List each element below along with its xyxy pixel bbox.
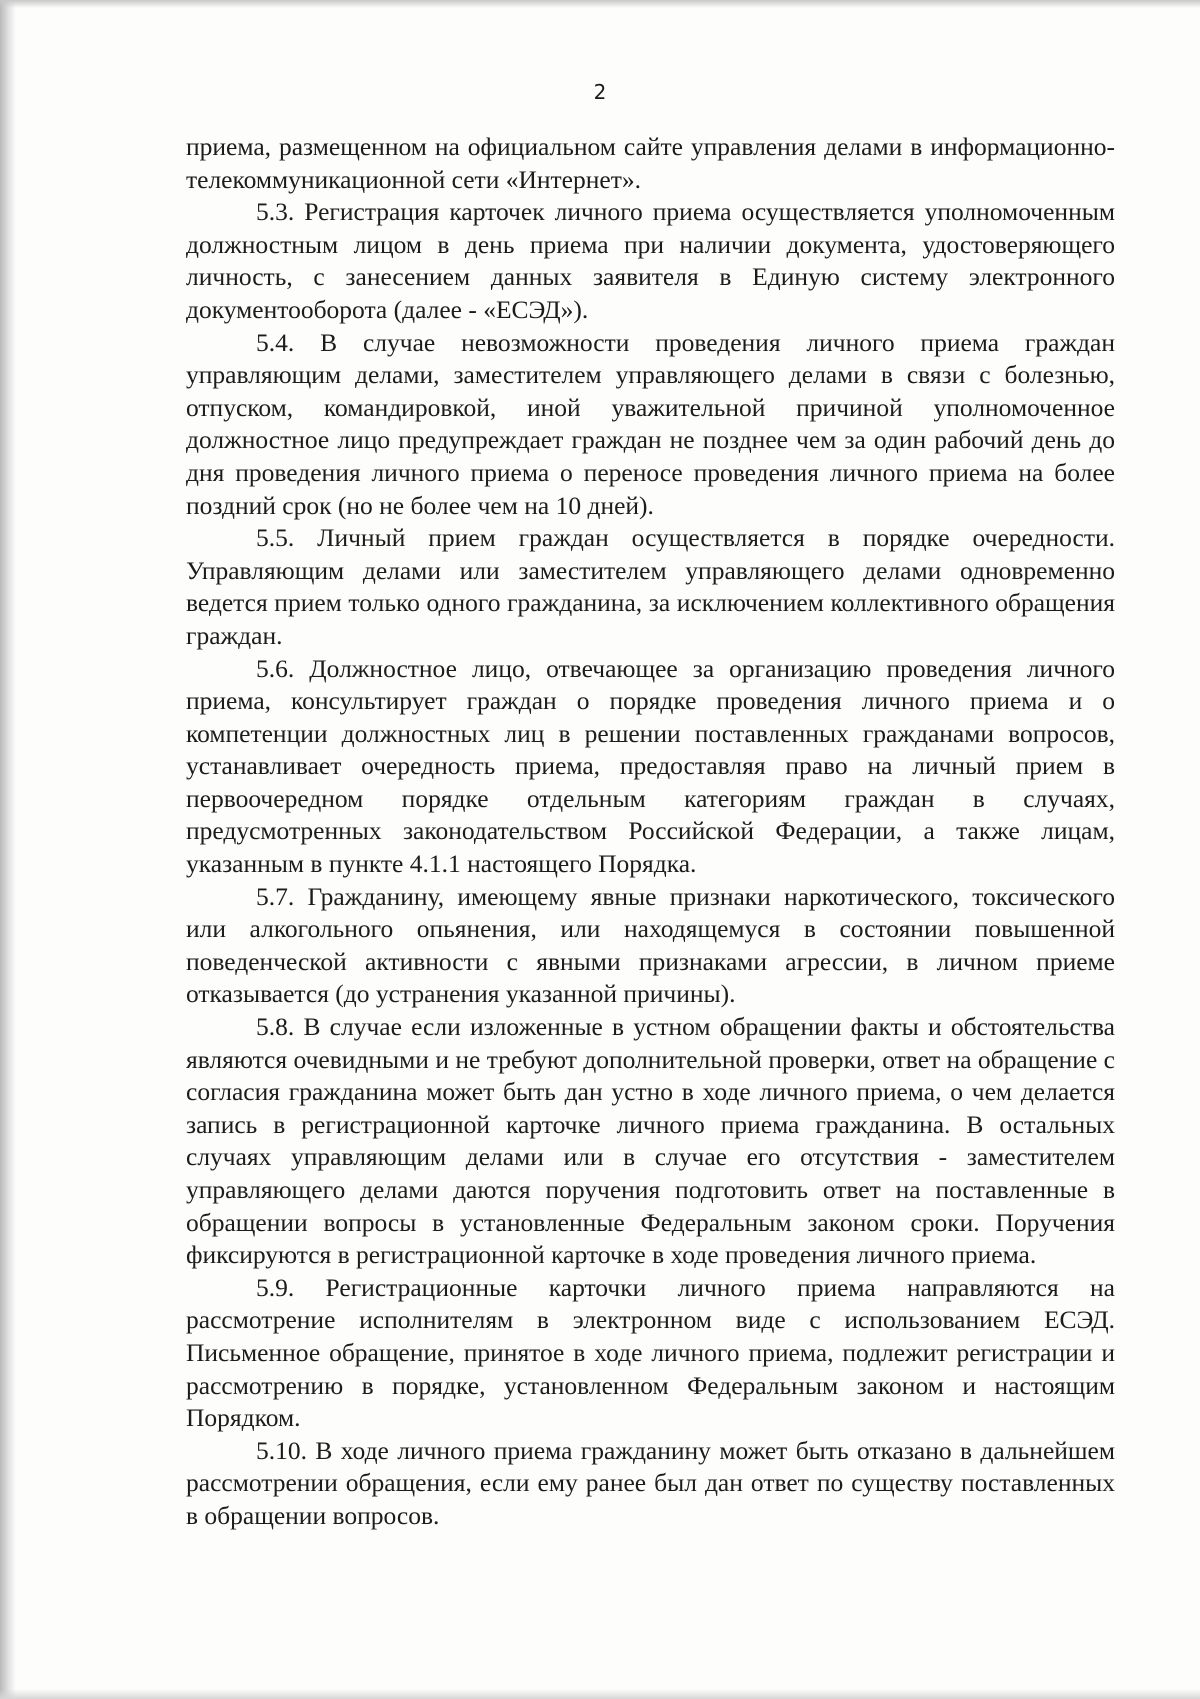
paragraph-5-9: 5.9. Регистрационные карточки личного приема направляются на рассмотрение исполнителям в электронном виде с использованием ЕСЭД. Письменное обращение, принятое в ходе личного приема, подлежит регистрации и рассмотрению в порядке, установленном Федеральным законом и настоящим Порядком. (186, 1272, 1115, 1433)
paragraph-5-8: 5.8. В случае если изложенные в устном обращении факты и обстоятельства являются очевидными и не требуют дополнительной проверки, ответ на обращение с согласия гражданина может быть дан устно в ходе личного приема, о чем делается запись в регистрационной карточке личного приема гражданина. В остальных случаях управляющим делами или в случае его отсутствия - заместителем управляющего делами даются поручения подготовить ответ на поставленные в обращении вопросы в установленные Федеральным законом сроки. Поручения фиксируются в регистрационной карточке в ходе проведения личного приема. (186, 1012, 1115, 1270)
paragraph-5-5: 5.5. Личный прием граждан осуществляется в порядке очередности. Управляющим делами или заместителем управляющего делами одновременно ведется прием только одного гражданина, за исключением коллективного обращения граждан. (186, 523, 1115, 650)
paragraph-5-10: 5.10. В ходе личного приема гражданину может быть отказано в дальнейшем рассмотрении обращения, если ему ранее был дан ответ по существу поставленных в обращении вопросов. (186, 1435, 1115, 1530)
paragraph-5-3: 5.3. Регистрация карточек личного приема осуществляется уполномоченным должностным лицом в день приема при наличии документа, удостоверяющего личность, с занесением данных заявителя в Единую систему электронного документооборота (далее - «ЕСЭД»). (186, 197, 1115, 324)
scan-edge-top (0, 0, 1200, 8)
page-number: 2 (593, 80, 607, 104)
paragraph-continuation: приема, размещенном на официальном сайте управления делами в информационно-телекоммуникационной сети «Интернет». (186, 132, 1115, 194)
paragraph-5-6: 5.6. Должностное лицо, отвечающее за организацию проведения личного приема, консультирует граждан о порядке проведения личного приема и о компетенции должностных лиц в решении поставленных гражданами вопросов, устанавливает очередность приема, предоставляя право на личный прием в первоочередном порядке отдельным категориям граждан в случаях, предусмотренных законодательством Российской Федерации, а также лицам, указанным в пункте 4.1.1 настоящего Порядка. (186, 653, 1115, 879)
scan-edge-bottom (0, 1689, 1200, 1699)
paragraph-5-7: 5.7. Гражданину, имеющему явные признаки наркотического, токсического или алкогольного опьянения, или находящемуся в состоянии повышенной поведенческой активности с явными признаками агрессии, в личном приеме отказывается (до устранения указанной причины). (186, 881, 1115, 1009)
scan-edge-left (0, 0, 16, 1699)
document-body (186, 131, 1115, 1533)
paragraph-5-4: 5.4. В случае невозможности проведения личного приема граждан управляющим делами, заместителем управляющего делами в связи с болезнью, отпуском, командировкой, иной уважительной причиной уполномоченное должностное лицо предупреждает граждан не позднее чем за один рабочий день до дня проведения личного приема о переносе проведения личного приема на более поздний срок (но не более чем на 10 дней). (186, 327, 1115, 520)
